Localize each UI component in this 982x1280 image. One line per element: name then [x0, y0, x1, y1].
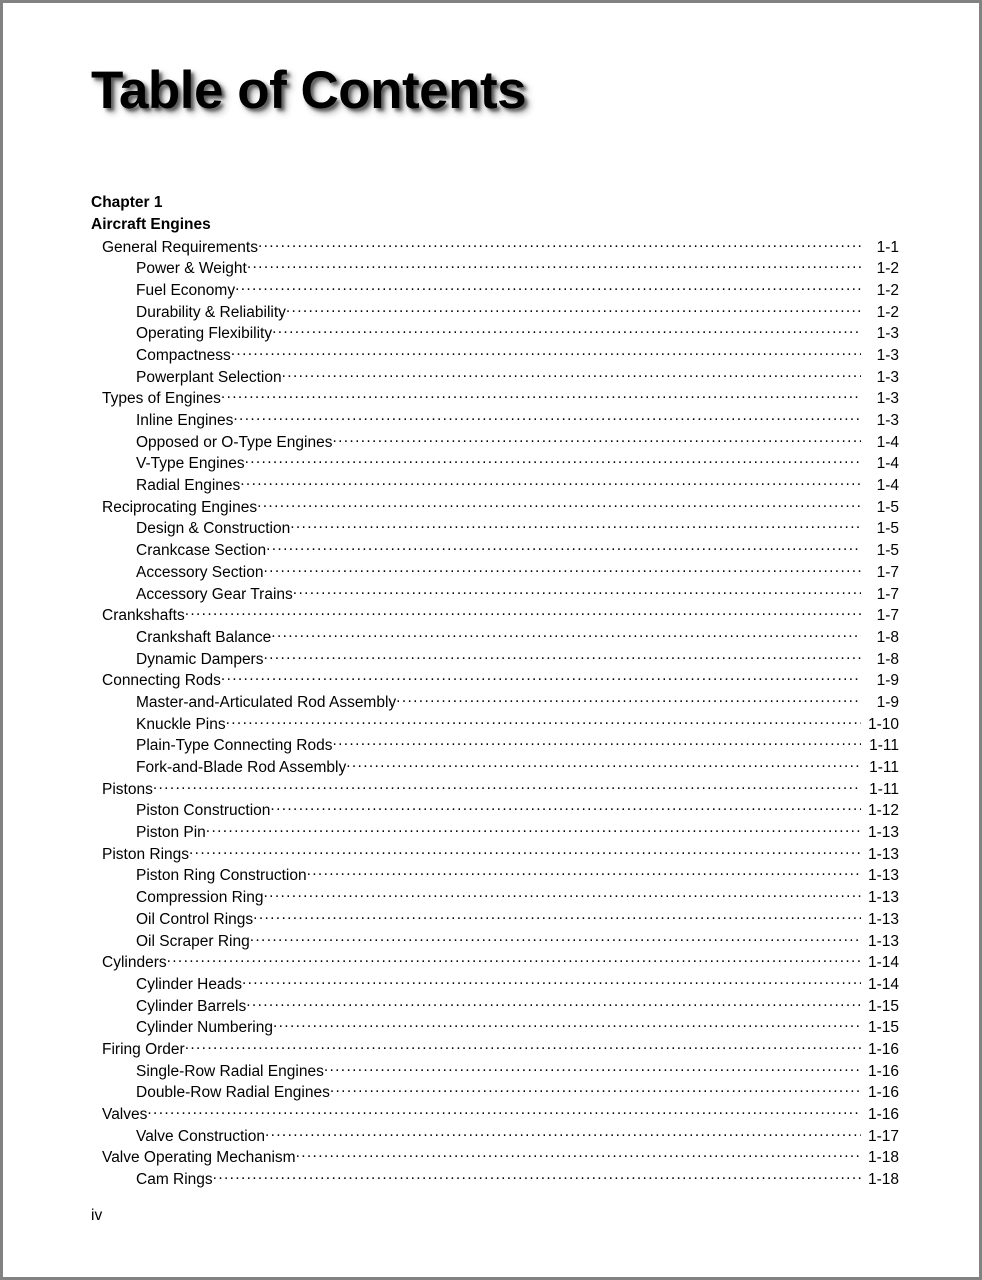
dot-leader: [247, 258, 861, 274]
dot-leader: [270, 800, 861, 816]
dot-leader: [231, 344, 861, 360]
toc-entry-page-number: 1-18: [867, 1149, 899, 1167]
chapter-heading: [91, 192, 901, 235]
dot-leader: [273, 1017, 861, 1033]
toc-entry-label: Valve Construction: [136, 1127, 265, 1145]
toc-entry[interactable]: [102, 366, 899, 388]
toc-entry-page-number: 1-8: [876, 628, 899, 646]
dot-leader: [266, 540, 861, 556]
toc-entry-page-number: 1-16: [867, 1106, 899, 1123]
toc-entry[interactable]: [102, 583, 899, 605]
toc-entry-label: Inline Engines: [136, 412, 234, 429]
toc-entry-page-number: 1-9: [876, 672, 899, 690]
dot-leader: [332, 431, 861, 447]
dot-leader: [226, 713, 861, 729]
toc-entry-page-number: 1-3: [876, 368, 899, 386]
toc-entry[interactable]: [102, 995, 899, 1017]
toc-entry[interactable]: [102, 236, 899, 258]
toc-entry-page-number: 1-16: [867, 1084, 899, 1102]
toc-entry[interactable]: [102, 453, 899, 475]
toc-entry[interactable]: [102, 626, 899, 648]
dot-leader: [271, 626, 861, 642]
dot-leader: [286, 301, 861, 317]
toc-entry-label: Durability & Reliability: [136, 303, 286, 321]
toc-entry-page-number: 1-13: [867, 910, 899, 928]
toc-entry-page-number: 1-7: [876, 585, 899, 603]
toc-entry-page-number: 1-16: [867, 1062, 899, 1080]
toc-entry-page-number: 1-4: [876, 433, 899, 451]
toc-entry-page-number: 1-1: [876, 238, 899, 256]
toc-entry-label: Reciprocating Engines: [102, 498, 258, 516]
dot-leader: [307, 865, 861, 881]
toc-entry-label: Compactness: [136, 346, 231, 364]
toc-entry-page-number: 1-3: [876, 390, 899, 408]
dot-leader: [233, 410, 861, 426]
toc-entry-label: Fuel Economy: [136, 281, 236, 299]
toc-entry-page-number: 1-14: [867, 975, 899, 993]
toc-entry-label: Firing Order: [102, 1040, 185, 1058]
toc-entry[interactable]: [102, 735, 899, 757]
toc-entry[interactable]: [102, 1147, 899, 1169]
toc-entry[interactable]: [102, 301, 899, 323]
dot-leader: [293, 583, 861, 599]
toc-entry-page-number: 1-16: [867, 1040, 899, 1058]
dot-leader: [324, 1060, 861, 1076]
toc-entry-page-number: 1-3: [876, 325, 899, 343]
toc-entry-label: Crankshaft Balance: [136, 628, 272, 646]
toc-entry-page-number: 1-12: [867, 802, 899, 820]
dot-leader: [242, 973, 861, 989]
toc-entry-page-number: 1-5: [876, 520, 899, 538]
toc-entry-page-number: 1-2: [876, 281, 899, 299]
toc-entry-label: Power & Weight: [136, 260, 247, 278]
dot-leader: [264, 887, 862, 903]
toc-entry[interactable]: [102, 930, 899, 952]
dot-leader: [235, 279, 861, 295]
dot-leader: [265, 1125, 861, 1141]
toc-entry[interactable]: [102, 1017, 899, 1039]
toc-entry-label: Design & Construction: [136, 520, 291, 538]
toc-entry-page-number: 1-11: [869, 759, 899, 776]
toc-entry-label: Operating Flexibility: [136, 325, 273, 343]
toc-entry-page-number: 1-9: [876, 693, 899, 711]
toc-entry[interactable]: [102, 648, 899, 670]
dot-leader: [296, 1147, 861, 1163]
toc-entry-label: Plain-Type Connecting Rods: [136, 737, 333, 755]
toc-entry-page-number: 1-18: [867, 1171, 899, 1189]
toc-entry-label: Piston Ring Construction: [136, 867, 307, 885]
dot-leader: [221, 388, 861, 404]
toc-entry[interactable]: [102, 757, 899, 779]
toc-entry-label: Crankshafts: [102, 607, 185, 625]
toc-entry-label: Connecting Rods: [102, 672, 221, 690]
dot-leader: [245, 453, 861, 469]
toc-entry[interactable]: [102, 475, 899, 497]
toc-entry-label: General Requirements: [102, 238, 258, 256]
dot-leader: [240, 475, 861, 491]
page-title: Table of Contents: [91, 61, 527, 120]
toc-entry-label: Piston Rings: [102, 845, 190, 863]
toc-entry[interactable]: [102, 561, 899, 583]
toc-entry-label: V-Type Engines: [136, 455, 245, 473]
toc-entry[interactable]: [102, 713, 899, 735]
toc-entry[interactable]: [102, 1038, 899, 1060]
toc-entry-page-number: 1-15: [867, 1019, 899, 1037]
toc-entry-page-number: 1-13: [867, 845, 899, 863]
toc-entry[interactable]: [102, 431, 899, 453]
toc-entry-label: Cam Rings: [136, 1171, 213, 1189]
toc-entry[interactable]: [102, 887, 899, 909]
toc-entry[interactable]: [102, 670, 899, 692]
dot-leader: [167, 952, 861, 968]
toc-entry-label: Compression Ring: [136, 889, 264, 907]
toc-entry-page-number: 1-3: [876, 346, 899, 364]
toc-entry-page-number: 1-13: [867, 824, 899, 842]
toc-entry[interactable]: [102, 344, 899, 366]
toc-entry[interactable]: [102, 540, 899, 562]
toc-entry[interactable]: [102, 908, 899, 930]
toc-entry[interactable]: [102, 1060, 899, 1082]
dot-leader: [221, 670, 861, 686]
toc-entry-label: Cylinder Heads: [136, 975, 242, 993]
dot-leader: [264, 561, 862, 577]
dot-leader: [189, 843, 861, 859]
toc-entry-page-number: 1-7: [876, 563, 899, 581]
footer-page-number: iv: [91, 1207, 103, 1224]
toc-entry[interactable]: [102, 1104, 899, 1126]
toc-entry-page-number: 1-2: [876, 260, 899, 278]
toc-entry[interactable]: [102, 973, 899, 995]
dot-leader: [330, 1082, 861, 1098]
chapter-name: Aircraft Engines: [91, 215, 211, 233]
toc-entry[interactable]: [102, 865, 899, 887]
toc-entry-label: Knuckle Pins: [136, 715, 226, 733]
dot-leader: [272, 323, 861, 339]
toc-entry[interactable]: [102, 1125, 899, 1147]
toc-entry-page-number: 1-13: [867, 932, 899, 950]
toc-entry[interactable]: [102, 258, 899, 280]
toc-entry-label: Accessory Section: [136, 563, 264, 581]
toc-entry[interactable]: [102, 605, 899, 627]
toc-entry-label: Oil Control Rings: [136, 910, 254, 928]
toc-entry-label: Single-Row Radial Engines: [136, 1062, 324, 1080]
toc-entry-label: Valve Operating Mechanism: [102, 1149, 296, 1167]
dot-leader: [185, 605, 861, 621]
toc-entry-label: Double-Row Radial Engines: [136, 1084, 330, 1102]
toc-entry[interactable]: [102, 952, 899, 974]
toc-entry-list: [102, 236, 899, 1190]
toc-entry-page-number: 1-4: [876, 477, 899, 495]
toc-entry-page-number: 1-5: [876, 498, 899, 516]
toc-entry-label: Valves: [102, 1106, 148, 1123]
dot-leader: [396, 691, 861, 707]
dot-leader: [290, 518, 861, 534]
toc-entry-page-number: 1-11: [869, 737, 899, 755]
toc-entry[interactable]: [102, 691, 899, 713]
toc-entry[interactable]: [102, 778, 899, 800]
toc-entry-label: Cylinders: [102, 954, 167, 972]
dot-leader: [257, 496, 861, 512]
toc-entry[interactable]: [102, 1169, 899, 1191]
toc-entry-page-number: 1-11: [869, 780, 899, 798]
toc-entry[interactable]: [102, 518, 899, 540]
toc-entry-page-number: 1-13: [867, 867, 899, 885]
toc-entry-page-number: 1-17: [867, 1127, 899, 1145]
toc-entry-page-number: 1-5: [876, 542, 899, 560]
toc-entry-page-number: 1-14: [867, 954, 899, 972]
chapter-number: Chapter 1: [91, 194, 163, 211]
toc-entry-label: Crankcase Section: [136, 542, 267, 560]
toc-entry[interactable]: [102, 323, 899, 345]
dot-leader: [250, 930, 861, 946]
toc-entry-label: Powerplant Selection: [136, 368, 282, 386]
dot-leader: [346, 757, 861, 773]
toc-entry-label: Cylinder Barrels: [136, 997, 247, 1015]
toc-entry-page-number: 1-15: [867, 997, 899, 1015]
toc-entry-label: Radial Engines: [136, 477, 241, 495]
toc-entry-page-number: 1-4: [876, 455, 899, 473]
dot-leader: [246, 995, 861, 1011]
toc-entry-label: Master-and-Articulated Rod Assembly: [136, 693, 397, 711]
toc-entry[interactable]: [102, 410, 899, 432]
dot-leader: [332, 735, 861, 751]
dot-leader: [213, 1169, 861, 1185]
toc-entry-page-number: 1-13: [867, 889, 899, 907]
toc-entry-page-number: 1-7: [876, 607, 899, 625]
toc-entry-label: Piston Pin: [136, 824, 206, 842]
dot-leader: [263, 648, 861, 664]
toc-entry[interactable]: [102, 1082, 899, 1104]
toc-entry[interactable]: [102, 388, 899, 410]
dot-leader: [153, 778, 861, 794]
toc-entry-label: Pistons: [102, 780, 153, 798]
dot-leader: [206, 822, 861, 838]
dot-leader: [185, 1038, 861, 1054]
page-canvas: [3, 3, 979, 1277]
toc-entry-page-number: 1-10: [867, 715, 899, 733]
toc-entry[interactable]: [102, 843, 899, 865]
toc-entry[interactable]: [102, 822, 899, 844]
toc-entry-page-number: 1-2: [876, 303, 899, 321]
dot-leader: [258, 236, 861, 252]
toc-entry-page-number: 1-8: [876, 650, 899, 668]
toc-entry-label: Fork-and-Blade Rod Assembly: [136, 759, 347, 776]
toc-entry-label: Piston Construction: [136, 802, 271, 820]
toc-entry[interactable]: [102, 496, 899, 518]
toc-entry[interactable]: [102, 279, 899, 301]
toc-entry-page-number: 1-3: [876, 412, 899, 429]
dot-leader: [282, 366, 861, 382]
toc-entry-label: Accessory Gear Trains: [136, 585, 293, 603]
toc-entry[interactable]: [102, 800, 899, 822]
toc-entry-label: Opposed or O-Type Engines: [136, 433, 333, 451]
dot-leader: [147, 1104, 861, 1120]
dot-leader: [253, 908, 861, 924]
toc-entry-label: Cylinder Numbering: [136, 1019, 273, 1037]
toc-entry-label: Types of Engines: [102, 390, 221, 408]
toc-entry-label: Oil Scraper Ring: [136, 932, 250, 950]
toc-entry-label: Dynamic Dampers: [136, 650, 264, 668]
